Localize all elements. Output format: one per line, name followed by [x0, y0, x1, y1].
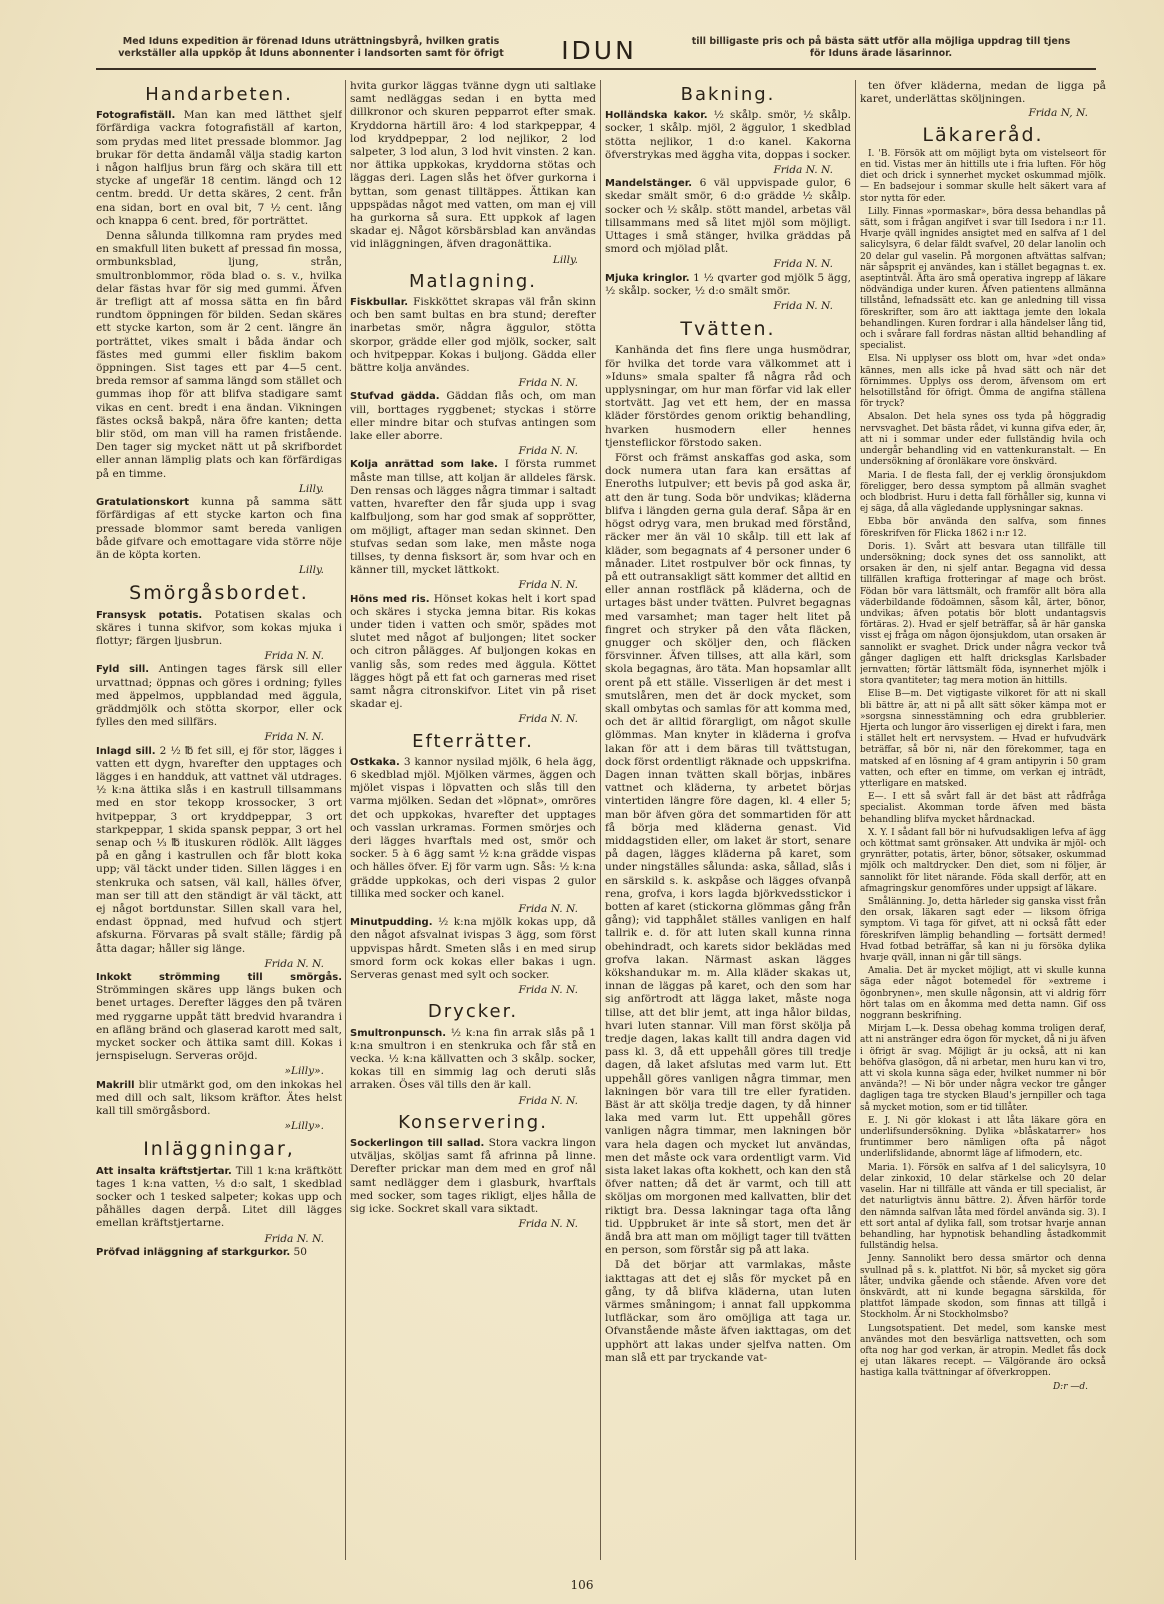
answer-item: Elsa. Ni upplyser oss blott om, hvar »det onda» kännes, men alls icke på hvad sätt och när det förnimmes. Upplys oss derom, äfvensom om ert helsotillstånd för öfrigt. Ömma de angifna ställena för tryck?: [860, 354, 1106, 410]
article-paragraph: Då det börjar att varmlakas, måste iakttagas att det ej slås för mycket på en gång, ty då blifva kläderna, utan luten värmes småningom; i annat fall uppkomma lutfläckar, som äro omöjliga att taga ur. Ofvanstående måste äfven iakttagas, om det upphört att lakas under sjelfva natten. Om man slå ett par tryckande vat-: [605, 1259, 851, 1364]
article-text: ½ k:na mjölk kokas upp, då den något afsvalnat ivispas 3 ägg, som först uppvispas hårdt. Smeten slås i en med sirup smord form ock kokas eller bakas i ugn. Serveras genast med sylt och socker.: [350, 916, 596, 981]
article-starkgurkor: [96, 1246, 342, 1259]
signature: Lilly.: [298, 564, 324, 577]
article-minutpudding: [350, 916, 596, 982]
section-heading-efterratter: Efterrätter.: [412, 730, 534, 752]
article-lead: Holländska kakor.: [605, 110, 708, 122]
article-lead: Kolja anrättad som lake.: [350, 459, 498, 471]
article-lead: Ostkaka.: [350, 756, 400, 768]
article-paragraph: Kanhända det fins flere unga husmödrar, för hvilka det torde vara välkommet att i »Iduns» smala spalter få några råd och upplysningar, om hur man förfar vid lak eller stortvätt. Jag vet ett hem, der en massa kläder förstördes genom oriktig behandling, hvarken husmodern eller hennes tjenstеflickor förstodo saken.: [605, 344, 851, 449]
article-sockerlingon: [350, 1137, 596, 1216]
answer-item: Absalon. Det hela synes oss tyda på höggradig nervsvaghet. Det bästa rådet, vi kunna gifva eder, är, att ni i sommar under eder fullständig hvila och undergår behandling vid en vattenkuranstalt. — En undersökning af öronläkare vore önskvärd.: [860, 412, 1106, 468]
article-mandelstanger: [605, 177, 851, 256]
signature: Frida N. N.: [773, 164, 833, 177]
article-text: 1 ½ qvarter god mjölk 5 ägg, ½ skålp. socker, ½ d:o smält smör.: [605, 271, 851, 297]
answer-item: Mirjam L—k. Dessa obehag komma troligen deraf, att ni anstränger edra ögon för mycket, då ni ju äfven i öfrigt är svag. Möjligt är ju också, att ni kan behöfva glasögon, då ni arbetar, men huru kan vi tro, att vi skola kunna säga eder, hvilket nummer ni bör använda?! — Ni bör under några veckor tre gånger dagligen taga tre stycken Blaud's jernpiller och taga så mycket motion, som er tid tillåter.: [860, 1024, 1106, 1113]
signature: D:r —d.: [1052, 1381, 1088, 1392]
article-lead: Mjuka kringlor.: [605, 272, 690, 284]
section-heading-drycker: Drycker.: [427, 1001, 519, 1023]
article-mjuka-kringlor: [605, 272, 851, 298]
article-fransysk-potatis: [96, 609, 342, 649]
signature: Frida N. N.: [518, 579, 578, 592]
page-number: 106: [570, 1578, 594, 1592]
article-lead: Minutpudding.: [350, 917, 433, 929]
masthead-right-line1: till billigaste pris och på bästa sätt utför alla möjliga uppdrag till tjens: [691, 36, 1071, 47]
answer-item: Amalia. Det är mycket möjligt, att vi skulle kunna säga eder något botemedel för »extreme i ögonbrynen», men skulle någonsin, att vi aldrig förr hört talas om en åkomma med detta namn. Gif oss noggrann beskrifning.: [860, 966, 1106, 1022]
signature: Frida N. N.: [264, 731, 324, 744]
article-smultronpunsch: [350, 1027, 596, 1093]
article-text: ½ skålp. smör, ½ skålp. socker, 1 skålp. mjöl, 2 äggulor, 1 skedblad stötta nejlikor, 1 d:o kanel. Kakorna öfverstrykas med äggha vita, doppas i socker.: [605, 109, 851, 161]
article-lead: Fiskbullar.: [350, 297, 409, 309]
article-paragraph: Först och främst anskaffas god aska, som dock numera utan fara kan ersättas af Eneroths lutpulver; ett bevis på god aska är, att den är tung. Soda bör undvikas; kläderna blifva i längden gerna gula deraf. Såpa är en högst odryg vara, men brukad med förstånd, räcker mer än väl 10 skålp. till ett lak af kläder, som begagnats af 4 personer under 6 månader. Litet rostpulver bör ock finnas, ty på ett outransakligt sätt kommer det alltid en eller annan rostfläck på kläderna, och de urtages bäst under tvätten. Pulvret begagnas med varsamhet; man tager helt litet på fingret och stryker på den våta fläcken, gnugger och sköljer den, och fläcken försvinner. Äfven tillses, att alla kärl, som skola begagnas, äro täta. Man hopsamlar allt orent på ett ställe. Visserligen är det mest i smutslåren, men det är dock mycket, som skall ombytas och samlas för att komma med, och det är alltid förargligt, om något skulle glömmas. Man knyter in kläderna i grofva lakan för att i dem bäras till tvättstugan, dock först ordentligt räknade och uppskrifna. Dagen innan tvätten skall börjas, inbäres vattnet och kläderna, ty arbetet börjas vintertiden längre före dagen, kl. 4 eller 5; man bör äfven göra det sommartiden för att få börja med kläderna genast. Vid middagstiden eller, om laket är stort, senare på dagen, lägges kläderna på karet, som under ningställes sålunda: aska, sållad, slås i en särskild s. k. askpåse och lägges ofvanpå rena, grofva, i kors lagda björkvedsstickor i botten af karet (stickorna glömmas gång från gång); vid tapphålet ställes vanligen en half tallrik e. d. för att luten skall kunna rinna obehindradt, och karets sidor beklädas med grofva lakan. Närmast askan lägges kökshandukar m. m. Alla kläder skakas ut, innan de läggas på karet, och den som har sig anförtrodt att lägga laket, måste noga tillse, att det blir jemt, att inga hålor bildas, hvari luten stannar. Vill man först skölja på tredje dagen, lakas kallt till andra dagen vid pass kl. 3, då ett uppehåll göres till tredje dagen, då laket afslutas med varm lut. Ett uppehåll göres vanligen några timmar, men lakningen bör vara till tre eller fyratiden. Bäst är att skölja tredje dagen, ty då hinner laka med varm lut. Ett uppehåll göres vanligen några timmar, men lakningen bör vara hela dagen och mycket lut användas, men det måste ock vara ordentligt varm. Vid sista laket lakas ofta kokhett, och kan den stå öfver natten; då det är varmt, och till att sköljas om morgonen med kallvatten, blir det riktigt bra. Dessa lakningar taga ofta lång tid. Uppbruket är inte så stort, men det är ändå bra att man om möjligt tager till tvätten en person, som förstår sig på att laka.: [605, 452, 851, 1257]
answer-item: Jenny. Sannolikt bero dessa smärtor och denna svullnad på s. k. plattfot. Ni bör, så mycket sig göra låter, undvika gående och stående. Afven vore det önskvärdt, att ni kunde begagna särskilda, för plattfot lämpade skodon, som finnas att tillgå i Stockholm. Är ni Stockholmsbo?: [860, 1254, 1106, 1321]
article-text: ½ k:na fin arrak slås på 1 k:na smultron i en stenkruka och får stå en vecka. ½ k:na källvatten och 3 skålp. socker, kokas till en simmig lag och deruti slås arraken. Öses väl tills den är kall.: [350, 1026, 596, 1092]
article-gratulationskort: [96, 496, 342, 562]
article-lead: Mandelstänger.: [605, 178, 693, 190]
article-text: 6 väl uppvispade gulor, 6 skedar smält smör, 6 d:o grädde ½ skålp. socker och ½ skålp. stött mandel, arbetas väl tillsammans med så litet mjöl som möjligt. Uttages i små stänger, hvilka gräddas på smord och mjölad plåt.: [605, 177, 851, 256]
answer-item: I. 'B. Försök att om möjligt byta om vistelseort för en tid. Vistas mer än hittills ute i fria luften. För hög diet och drick i synnerhet mycket oskummad mjölk. — En badsejour i sommar skulle helt säkert vara af stor nytta för eder.: [860, 148, 1106, 204]
article-lead: Fyld sill.: [96, 664, 150, 676]
answer-item: Elise B—m. Det vigtigaste vilkoret för att ni skall bli bättre är, att ni på allt sätt söker kämpa mot er »sorgsna sinnesstämning och edra grubblerier. Hjerta och lungor äro visserligen ej direkt i fara, men i stället helt ert nervsystem. — Hvad er hufvudvärk beträffar, så bör ni, när den förekommer, taga en matsked af en lösning af 4 gram antipyrin i 50 gram vatten, och efter en timme, om verkan ej inträdt, ytterligare en matsked.: [860, 689, 1106, 789]
article-lead: Inlagd sill.: [96, 745, 156, 757]
masthead-left-line1: Med Iduns expedition är förenad Iduns uträttningsbyrå, hvilken gratis: [122, 36, 500, 47]
article-paragraph: [96, 230, 342, 481]
signature: Frida N. N.: [518, 984, 578, 997]
article-text: I första rummet måste man tillse, att koljan är alldeles färsk. Den rensas och lägges några timmar i saltadt vatten, hvarefter den får sjuda upp i svag kalfbuljong, som har god smak af sopprötter, om möjligt, aftager man sedan skinnet. Den stufvas sedan som lake, men måste noga tillses, ty denna fisksort är, som hvar och en känner till, mycket lättkokt.: [350, 458, 596, 577]
signature: Frida N. N.: [518, 902, 578, 915]
article-lead: Fransysk potatis.: [96, 609, 203, 621]
answer-item: Maria. 1). Försök en salfva af 1 del salicylsyra, 10 delar zinkoxid, 10 delar stärkelse och 20 delar vaselin. Har ni tillfälle att vända er till specialist, är det naturligtvis ännu bättre. 2). Äfven härför torde den nämnda salfvan låta med fördel använda sig. 3). I ett sort antal af dylika fall, som trotsar hvarje annan behandling, har hypnotisk behandling åstadkommit fullständig helsa.: [860, 1162, 1106, 1252]
masthead-right-line2: för Iduns ärade läsarinnor.: [809, 48, 953, 59]
column-rule: [855, 80, 856, 1560]
article-stufvad-gadda: [350, 390, 596, 443]
article-fyld-sill: [96, 663, 342, 729]
masthead-left-line2: verkställer alla uppköp åt Iduns abonnenter i landsorten samt för öfrigt: [118, 48, 504, 59]
article-text: Gäddan flås och, om man vill, borttages ryggbenet; styckas i större eller mindre bitar och stufvas antingen som lake eller aborre.: [350, 390, 596, 443]
section-heading-bakning: Bakning.: [680, 84, 776, 105]
answer-item: Lungsotspatient. Det medel, som kanske mest användes mot den besvärliga nattsvetten, och som ofta nog har god verkan, är atropin. Medlet fås dock ej utan läkares recept. — Välgörande äro också hastiga kalla tvättningar af öfverkroppen.: [860, 1323, 1106, 1379]
article-text: Stora vackra lingon utväljas, sköljas samt få afrinna på linne. Derefter prickar man dem med en grof nål samt nedlägger dem i glasburk, hvarftals med socker, som tages rikligt, eljes hålla de sig icke. Sockret skall vara siktadt.: [350, 1137, 596, 1216]
signature: »Lilly».: [284, 1065, 324, 1078]
answer-item: Lilly. Finnas »pormaskar», böra dessa behandlas på sätt, som i frågan angifvet i svar till Isedora i n:r 11. Hvarje qväll ingnides ansigtet med en salfva af 1 del salicylsyra, 6 delar fäldt svafvel, 20 delar lanolin och 20 delar gul vaselin. På morgonen aftvättas salfvan; när såpsprit ej användes, kan i stället begagnas t. ex. aseptintvål. Äfta äro små operativa ingrepp af läkare nödvändiga under kuren. Äfven patientens allmänna tillstånd, lefnadssätt etc. kan ge anledning till vissa föreskrifter, som äro att iakttaga jemte den lokala behandlingen. Kuren fordrar i alla händelser lång tid, och i svårare fall fordras nästan alltid behandling af specialist.: [860, 206, 1106, 352]
answer-item: Maria. I de flesta fall, der ej verklig öronsjukdom föreligger, bero dessa symptom på allmän svaghet och blodbrist. Huru i detta fall förhåller sig, kunna vi ej säga, då alla vägledande upplysningar saknas.: [860, 470, 1106, 515]
article-lead: Inkokt strömming till smörgås.: [96, 972, 342, 983]
signature: Frida N. N.: [518, 713, 578, 726]
column-1: [96, 80, 342, 1570]
article-fotografistall: [96, 109, 342, 228]
section-heading-tvatten: Tvätten.: [680, 318, 776, 341]
article-lead: Pröfvad inläggning af starkgurkor.: [96, 1246, 291, 1258]
section-heading-handarbeten: Handarbeten.: [145, 84, 293, 105]
article-lead: Höns med ris.: [350, 593, 430, 605]
article-text: hvita gurkor läggas tvänne dygn uti saltlake samt nedläggas sedan i en bytta med dillkronor och skuren pepparrot efter smak. Kryddorna härtill äro: 4 lod starkpeppar, 4 lod kryddpeppar, 2 lod nejlikor, 2 lod salpeter, 3 lod alun, 3 lod hvit vinsten. 2 kan. nor ättika uppkokas, kryddorna stötas och läggas deri. Lagen slås het öfver gurkorna i byttan, som genast tilltäppes. Ättikan kan uppspädas något med vatten, om man ej vill ha gurkorna så sura. Ett uppkok af lagen skadar ej. Något körsbärsblad kan användas vid inläggningen, äfven dragonättika.: [350, 80, 596, 251]
article-lead: Stufvad gädda.: [350, 391, 440, 403]
answer-item: Smålänning. Jo, detta härleder sig ganska visst från den orsak, läkaren sagt eder — liksom öfriga symptom. Vi taga för gifvet, att ni också fått eder föreskrifven lämplig behandling — fortsätt dermed! Hvad fotbad beträffar, så kan ni ju försöka dylika hvarje qväll, innan ni går till sängs.: [860, 897, 1106, 964]
signature: Lilly.: [552, 253, 578, 266]
answer-item: Doris. 1). Svårt att besvara utan tillfälle till undersökning; dock synes det oss sannolikt, att orsaken är den, ni sjelf antar. Begagna vid dessa tillfällen kraftiga frotteringar af mage och bröst. Födan bör vara lättsmält, och framför allt böra alla väderbildande födoämnen, såsom kål, ärter, bönor, undvikas; äfven potatis bör blott undantagsvis förtäras. 2). Hvad er sjelf beträffar, så är här ganska visst ej fråga om någon öjonsjukdom, utan orsaken är sannolikt er svaghet. Drick under några veckor två gånger dagligen ett halft dricksglas Karlsbader jernvatten; förtär lättsmält föda, isynnerhet mjölk i stora qvantiteter; tag mera motion än hittills.: [860, 541, 1106, 687]
signature: Lilly.: [298, 482, 324, 495]
signature: »Lilly».: [284, 1120, 324, 1133]
masthead-left-notice: [96, 36, 526, 60]
article-hons-med-ris: [350, 593, 596, 712]
article-lead: Smultronpunsch.: [350, 1027, 447, 1039]
column-3: [605, 80, 851, 1570]
article-text: Hönset kokas helt i kort spad och skäres i styckа jemna bitar. Ris kokas under tiden i vatten och smör, spädes mot slutet med något af buljongen; litet socker och citron pålägges. Af buljongen kokas en vanlig sås, som redes med äggula. Köttet lägges högt på ett fat och garneras med riset samt några citronskifvor. Litet vin på riset skadar ej.: [350, 592, 596, 711]
article-lead: Fotografiställ.: [96, 110, 176, 122]
article-text: 3 kannor nysilad mjölk, 6 hela ägg, 6 skedblad mjöl. Mjölken värmes, äggen och mjölet vispas i löpvatten och slås till den varma mjölken. Sedan det »löpnat», omröres det och uppkokas, hvarefter det upptages och vasslan urkramas. Formen smörjes och deri lägges hvarftals med ost, smör och socker. 5 à 6 ägg samt ½ k:na grädde vispas och hälles öfver. Ej för varm ugn. Sås: ½ k:na grädde uppkokas, och deri vispas 2 gulor tillika med socker och kanel.: [350, 755, 596, 900]
article-kraftstjertar: [96, 1165, 342, 1231]
signature: Frida N. N.: [518, 377, 578, 390]
signature: Frida N, N.: [1028, 107, 1088, 120]
article-kolja: [350, 458, 596, 577]
signature: Frida N. N.: [264, 957, 324, 970]
article-text: kunna på samma sätt förfärdigas af ett stycke karton och fina pressade blommor samt bereda vanligen både gifvare och emottagare vida större nöje än de köpta korten.: [96, 496, 342, 561]
masthead: [96, 36, 1096, 70]
article-text: 50: [293, 1245, 307, 1258]
column-rule: [345, 80, 346, 1560]
article-text: Antingen tages färsk sill eller urvattnad; öppnas och göres i ordning; fylles med äppelmos, uppblandad med äggula, gräddmjölk och stötta skorpor, eller ock fylles den med sillfärs.: [96, 663, 342, 729]
signature: Frida N. N.: [773, 258, 833, 271]
masthead-right-notice: [666, 36, 1096, 60]
signature: Frida N. N.: [518, 1094, 578, 1107]
section-heading-inlaggningar: Inläggningar,: [143, 1138, 295, 1161]
column-rule: [600, 80, 601, 1560]
article-lead: Att insalta kräftstjertar.: [96, 1165, 232, 1177]
article-text: Denna sålunda tillkomna ram prydes med en smakfull liten bukett af pressad fin mossa, ormbunksblad, ljung, strån, smultronblommor, röda blad o. s. v., hvilka delar fästas hvar för sig med gummi. Äfven är trefligt att af mossa sätta en fin bård rundtom öppningen för bilden. Sedan skäres ett stycke karton, som är 2 cent. längre än porträttet, vikes smalt i båda ändar och fästes med gummi eller fisklim bakom öppningen. Sist tages ett par 4—5 cent. breda remsor af samma längd som stället och gummas ihop för att blifva stadigare samt vikas en cent. bredt i ena ändan. Vikningen fästes också bakpå, nära öfre kanten; detta blir stöd, om man vill ha ramen fristående. Den tager sig mycket nätt ut på skrifbordet eller annan lämplig plats och kan förfärdigas på en timme.: [96, 230, 342, 480]
signature: Frida N. N.: [518, 1218, 578, 1231]
section-heading-lakarerad: Läkareråd.: [922, 123, 1044, 146]
signature: Frida N. N.: [518, 445, 578, 458]
masthead-title: IDUN: [561, 36, 637, 65]
article-inkokt-stromming: [96, 971, 342, 1063]
section-heading-matlagning: Matlagning.: [408, 270, 538, 292]
section-heading-konservering: Konservering.: [398, 1111, 548, 1133]
article-text: blir utmärkt god, om den inkokas hel med dill och salt, liksom kräftor. Ätes helst kall till smörgåsbord.: [96, 1078, 342, 1118]
article-lead: Gratulationskort: [96, 497, 190, 509]
answer-item: Ebba bör använda den salfva, som finnes föreskrifven för Flicka 1862 i n:r 12.: [860, 517, 1106, 539]
article-hollandska-kakor: [605, 109, 851, 162]
article-fiskbullar: [350, 296, 596, 375]
signature: Frida N. N.: [773, 300, 833, 313]
article-text: 2 ½ ℔ fet sill, ej för stor, lägges i vatten ett dygn, hvarefter den upptages och lägges i en handduk, att vattnet väl utdrages. ½ k:na ättika slås i en kastrull tillsammans med en stor tekopp krossocker, 3 ort hvitpeppar, 3 ort kryddpeppar, 3 ort starkpeppar, 1 skida spansk peppar, 3 ort hel senap och ⅓ ℔ ituskuren rödlök. Allt lägges på en gång i kastrullen och får blott koka upp; väl täckt under tiden. Sillen lägges i en stenkruka och satsen, väl kall, hälles öfver, man ser till att den ständigt är väl täckt, att ej något bortdunstar. Sillen skall vara hel, endast öppnad, med hufvud och stjert afskurna. Förvaras på svalt ställe; färdig på åtta dagar; håller sig länge.: [96, 744, 342, 955]
column-4: [860, 80, 1106, 1570]
article-text: Till 1 k:na kräftkött tages 1 k:na vatten, ⅓ d:o salt, 1 skedblad socker och 1 tesked salpeter; kokas upp och påhälles dagen derpå. Litet dill lägges emellan kräftstjertarne.: [96, 1164, 342, 1230]
article-tvatten-end: ten öfver kläderna, medan de ligga på karet, underlättas sköljningen.: [860, 80, 1106, 106]
answer-item: X. Y. I sådant fall bör ni hufvudsakligen lefva af ägg och köttmat samt grönsaker. Att undvika är mjöl- och grynrätter, potatis, ärter, bönor, sötsaker, oskummad mjölk och maltdrycker. Den diet, som ni följer, är sannolikt för litet närande. Föda skall derför, att en afmagringskur genomföres under uppsigt af läkare.: [860, 827, 1106, 894]
article-ostkaka: [350, 756, 596, 901]
article-text: Man kan med lätthet sjelf förfärdiga vackra fotografiställ af karton, som prydas med litet pressade blommor. Jag brukar för detta ändamål välja stadig karton i någon halfljus brun färg och skära till ett stycke af ungefär 18 centim. längd och 12 centm. bredd. Ur detta skäres, 2 cent. från ena sidan, bort en oval bit, 7 ½ cent. lång och knappa 6 cent. bred, för porträttet.: [96, 109, 342, 227]
article-starkgurkor-cont: [350, 80, 596, 252]
article-makrill: [96, 1079, 342, 1119]
signature: Frida N. N.: [264, 1232, 324, 1245]
answer-item: E—. I ett så svårt fall är det bäst att rådfråga specialist. Akomman torde äfven med bästa behandling blifva mycket hårdnackad.: [860, 792, 1106, 825]
article-lead: Sockerlingon till sallad.: [350, 1138, 485, 1150]
article-text: Fiskköttet skrapas väl från skinn och ben samt bultas en bra stund; derefter inarbetas smör, några äggulor, stötta skorpor, grädde eller god mjölk, socker, salt och hvitpeppar. Kokas i buljong. Gädda eller bättre kolja användes.: [350, 296, 596, 375]
article-text: Potatisen skalas och skäres i tunna skifvor, som kokas mjuka i flottyr; färgen ljusbrun.: [96, 608, 342, 647]
section-heading-smorgasbordet: Smörgåsbordet.: [129, 582, 309, 605]
article-lead: Makrill: [96, 1079, 135, 1091]
article-text: Strömmingen skäres upp längs buken och benet urtages. Derefter lägges den på tvären med ryggarne uppåt tätt bredvid hvarandra i en afläng bränd och glaserad karott med salt, mycket socker och ättika samt dill. Kokas i jernspiselugn. Serveras oröjd.: [96, 984, 342, 1063]
signature: Frida N. N.: [264, 650, 324, 663]
article-inlagd-sill: [96, 745, 342, 956]
column-2: [350, 80, 596, 1570]
answer-item: E. J. Ni gör klokast i att låta läkare göra en underlifsundersökning. Dylika »blåskatarrer» hos fruntimmer bero nämligen ofta på något underlifslidande, abnormt läge af lifmodern, etc.: [860, 1115, 1106, 1160]
